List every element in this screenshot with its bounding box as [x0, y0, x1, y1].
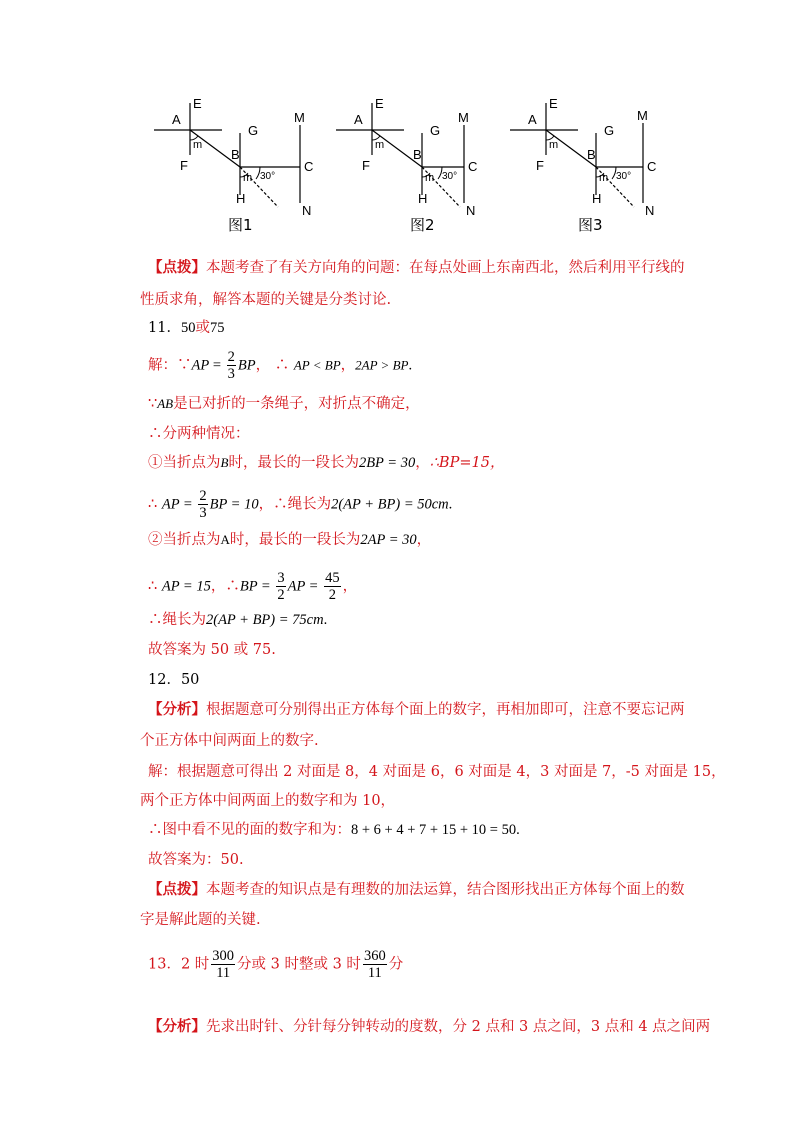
- case-text: ∴绳长为: [148, 612, 206, 628]
- q11-rope-length: [0, 610, 800, 630]
- solution-text: ∴分两种情况：: [148, 426, 250, 442]
- label-m: m: [375, 139, 385, 151]
- q12-solution-line3: [0, 820, 800, 840]
- analysis-text: 个正方体中间两面上的数字.: [140, 733, 319, 749]
- label-a: A: [354, 112, 363, 127]
- label-angle-30: 30°: [616, 171, 632, 182]
- solution-text: 两个正方体中间两面上的数字和为 10，: [140, 793, 396, 809]
- label-e: E: [193, 96, 202, 111]
- label-n: N: [466, 203, 476, 218]
- because-symbol: ∵: [148, 396, 158, 412]
- question-number: 12．50: [148, 672, 200, 688]
- analysis-text: 根据题意可分别得出正方体每个面上的数字，再相加即可，注意不要忘记两: [206, 702, 685, 718]
- label-f: F: [180, 158, 188, 173]
- label-m: m: [243, 172, 253, 184]
- equation: 2(AP + BP) = 50cm: [331, 496, 449, 513]
- punct: .: [516, 822, 520, 838]
- punct: ，: [415, 455, 430, 471]
- fraction-numerator: 2: [199, 488, 207, 504]
- direction-diagram: [150, 95, 330, 240]
- analysis-tag: 【分析】: [148, 701, 206, 718]
- q13-analysis-line1: [0, 1017, 800, 1037]
- case-text: ①当折点为: [148, 455, 221, 471]
- direction-diagram: [332, 95, 512, 240]
- fraction-300-11: [211, 948, 235, 981]
- label-g: G: [604, 123, 615, 138]
- inequality: AP < BP: [293, 357, 341, 373]
- q11-case2-result: [0, 570, 800, 603]
- label-angle-30: 30°: [260, 171, 276, 182]
- label-m-point: M: [294, 110, 305, 125]
- therefore-symbol: ∴: [148, 578, 158, 595]
- label-m-point: M: [637, 108, 648, 123]
- fraction-numerator: 45: [325, 570, 340, 586]
- tip-text: 字是解此题的关键.: [140, 912, 261, 928]
- case-text: 时，最长的一段长为: [229, 532, 361, 548]
- q11-answer: [0, 318, 800, 338]
- figure-1: [150, 95, 330, 240]
- equation: 2(AP + BP) = 75cm: [206, 612, 324, 628]
- solution-text: 解：根据题意可得出 2 对面是 8，4 对面是 6，6 对面是 4，3 对面是 7，-5 对面是 15，: [148, 764, 726, 780]
- label-e: E: [375, 96, 384, 111]
- solution-text: ∴图中看不见的面的数字和为：: [148, 822, 351, 838]
- label-h: H: [236, 191, 246, 206]
- math-op: =: [209, 357, 225, 374]
- q11-final-answer: [0, 640, 800, 660]
- label-h: H: [592, 191, 602, 206]
- tip-text: 本题考查的知识点是有理数的加法运算，结合图形找出正方体每个面上的数: [206, 882, 685, 898]
- math-term: B: [220, 455, 229, 470]
- case-text: ，∴绳长为: [258, 496, 332, 513]
- punct: .: [323, 612, 328, 628]
- equation: 2AP = 30: [360, 532, 417, 548]
- case-text: 时，最长的一段长为: [228, 455, 359, 471]
- label-angle-30: 30°: [442, 171, 458, 182]
- fraction-denominator: 3: [199, 505, 207, 521]
- tip-tag: 【点拨】: [148, 259, 206, 276]
- answer-text: 分: [388, 956, 404, 973]
- fraction-45-2: [324, 570, 341, 603]
- q10-tip-line2: [0, 290, 800, 310]
- math-term: AP =: [287, 578, 323, 595]
- analysis-text: 先求出时针、分针每分钟转动的度数，分 2 点和 3 点之间，3 点和 4 点之间两: [206, 1019, 711, 1035]
- fraction-2-3: [198, 488, 207, 521]
- q11-solution-line2: [0, 394, 800, 414]
- q12-solution-line1: [0, 762, 800, 782]
- punct: ，: [416, 532, 432, 548]
- answer-or: 或: [195, 320, 210, 336]
- fraction-360-11: [363, 948, 387, 981]
- q12-solution-line2: [0, 791, 800, 811]
- punct: ，: [255, 357, 271, 374]
- figure-2: [332, 95, 512, 240]
- direction-angle-figures: [140, 95, 680, 240]
- figure-caption: 图2: [410, 216, 435, 234]
- label-a: A: [172, 112, 181, 127]
- fraction-2-3: [227, 349, 236, 382]
- case-result: ∴BP=15，: [429, 455, 505, 471]
- equation: 8 + 6 + 4 + 7 + 15 + 10 = 50: [351, 822, 517, 838]
- q12-final-answer: [0, 850, 800, 870]
- equation: 2BP = 30: [358, 455, 416, 471]
- punct: .: [448, 496, 453, 513]
- tip-text: 性质求角，解答本题的关键是分类讨论.: [140, 292, 392, 308]
- final-answer: 故答案为 50 或 75.: [148, 642, 276, 658]
- answer-value: 50: [180, 320, 196, 336]
- math-term: BP: [237, 357, 256, 374]
- q11-solution-line1: [0, 349, 800, 382]
- label-n: N: [645, 203, 655, 218]
- label-b: B: [587, 147, 596, 162]
- figure-caption: 图3: [578, 216, 603, 234]
- fraction-denominator: 2: [277, 587, 285, 603]
- fraction-3-2: [276, 570, 285, 603]
- q11-case2: [0, 530, 800, 550]
- math-term: AP =: [161, 496, 197, 513]
- label-a: A: [528, 112, 537, 127]
- label-g: G: [430, 123, 441, 138]
- figure-3: [506, 95, 686, 240]
- label-c: C: [468, 159, 478, 174]
- fraction-numerator: 2: [227, 349, 235, 365]
- tip-tag: 【点拨】: [148, 881, 206, 898]
- label-f: F: [536, 158, 544, 173]
- label-c: C: [647, 159, 657, 174]
- solution-prefix: 解：∵: [148, 357, 192, 374]
- answer-value: 75: [209, 320, 225, 336]
- fraction-denominator: 11: [367, 965, 382, 981]
- inequality: 2AP > BP: [355, 357, 409, 373]
- q12-answer: [0, 670, 800, 690]
- final-answer: 故答案为：50.: [148, 852, 244, 868]
- tip-text: 本题考查了有关方向角的问题：在每点处画上东南西北，然后利用平行线的: [206, 260, 685, 276]
- therefore-symbol: ∴: [274, 357, 290, 374]
- q12-analysis-line2: [0, 731, 800, 751]
- math-term: AB: [157, 396, 174, 411]
- q12-analysis-line1: [0, 700, 800, 720]
- figure-caption: 图1: [228, 216, 253, 234]
- label-m: m: [549, 139, 559, 151]
- fraction-numerator: 300: [212, 948, 235, 964]
- question-number: 11．: [148, 320, 181, 336]
- equation: AP = 15: [161, 578, 211, 595]
- label-e: E: [549, 96, 558, 111]
- label-c: C: [304, 159, 314, 174]
- punct: ，: [342, 578, 358, 595]
- label-b: B: [231, 147, 240, 162]
- fraction-denominator: 11: [216, 965, 231, 981]
- label-m: m: [425, 172, 435, 184]
- q10-tip-line1: [0, 258, 800, 278]
- label-h: H: [418, 191, 428, 206]
- case-text: ，∴: [210, 578, 240, 595]
- math-term: BP = 10: [209, 496, 259, 513]
- fraction-denominator: 2: [328, 587, 336, 603]
- label-b: B: [413, 147, 422, 162]
- q12-tip-line1: [0, 880, 800, 900]
- label-m-point: M: [458, 110, 469, 125]
- fraction-denominator: 3: [227, 366, 235, 382]
- analysis-tag: 【分析】: [148, 1018, 206, 1035]
- fraction-numerator: 3: [277, 570, 285, 586]
- punct: .: [408, 357, 413, 374]
- math-term: A: [220, 532, 230, 547]
- q11-solution-line3: [0, 424, 800, 444]
- label-m: m: [193, 139, 203, 151]
- label-n: N: [302, 203, 312, 218]
- math-term: BP =: [239, 578, 275, 595]
- label-m: m: [599, 172, 609, 184]
- punct: ，: [340, 357, 356, 374]
- math-term: AP: [191, 357, 210, 374]
- question-number: 13．2 时: [148, 956, 210, 973]
- q13-answer: [0, 948, 800, 981]
- label-g: G: [248, 123, 259, 138]
- direction-diagram: [506, 95, 686, 240]
- therefore-symbol: ∴: [148, 496, 158, 513]
- solution-text: 是已对折的一条绳子，对折点不确定，: [173, 396, 420, 412]
- fraction-numerator: 360: [363, 948, 386, 964]
- q12-tip-line2: [0, 910, 800, 930]
- case-text: ②当折点为: [148, 532, 221, 548]
- q11-case1-result: [0, 488, 800, 521]
- q11-case1: [0, 453, 800, 473]
- answer-text: 分或 3 时整或 3 时: [237, 956, 361, 973]
- label-f: F: [362, 158, 370, 173]
